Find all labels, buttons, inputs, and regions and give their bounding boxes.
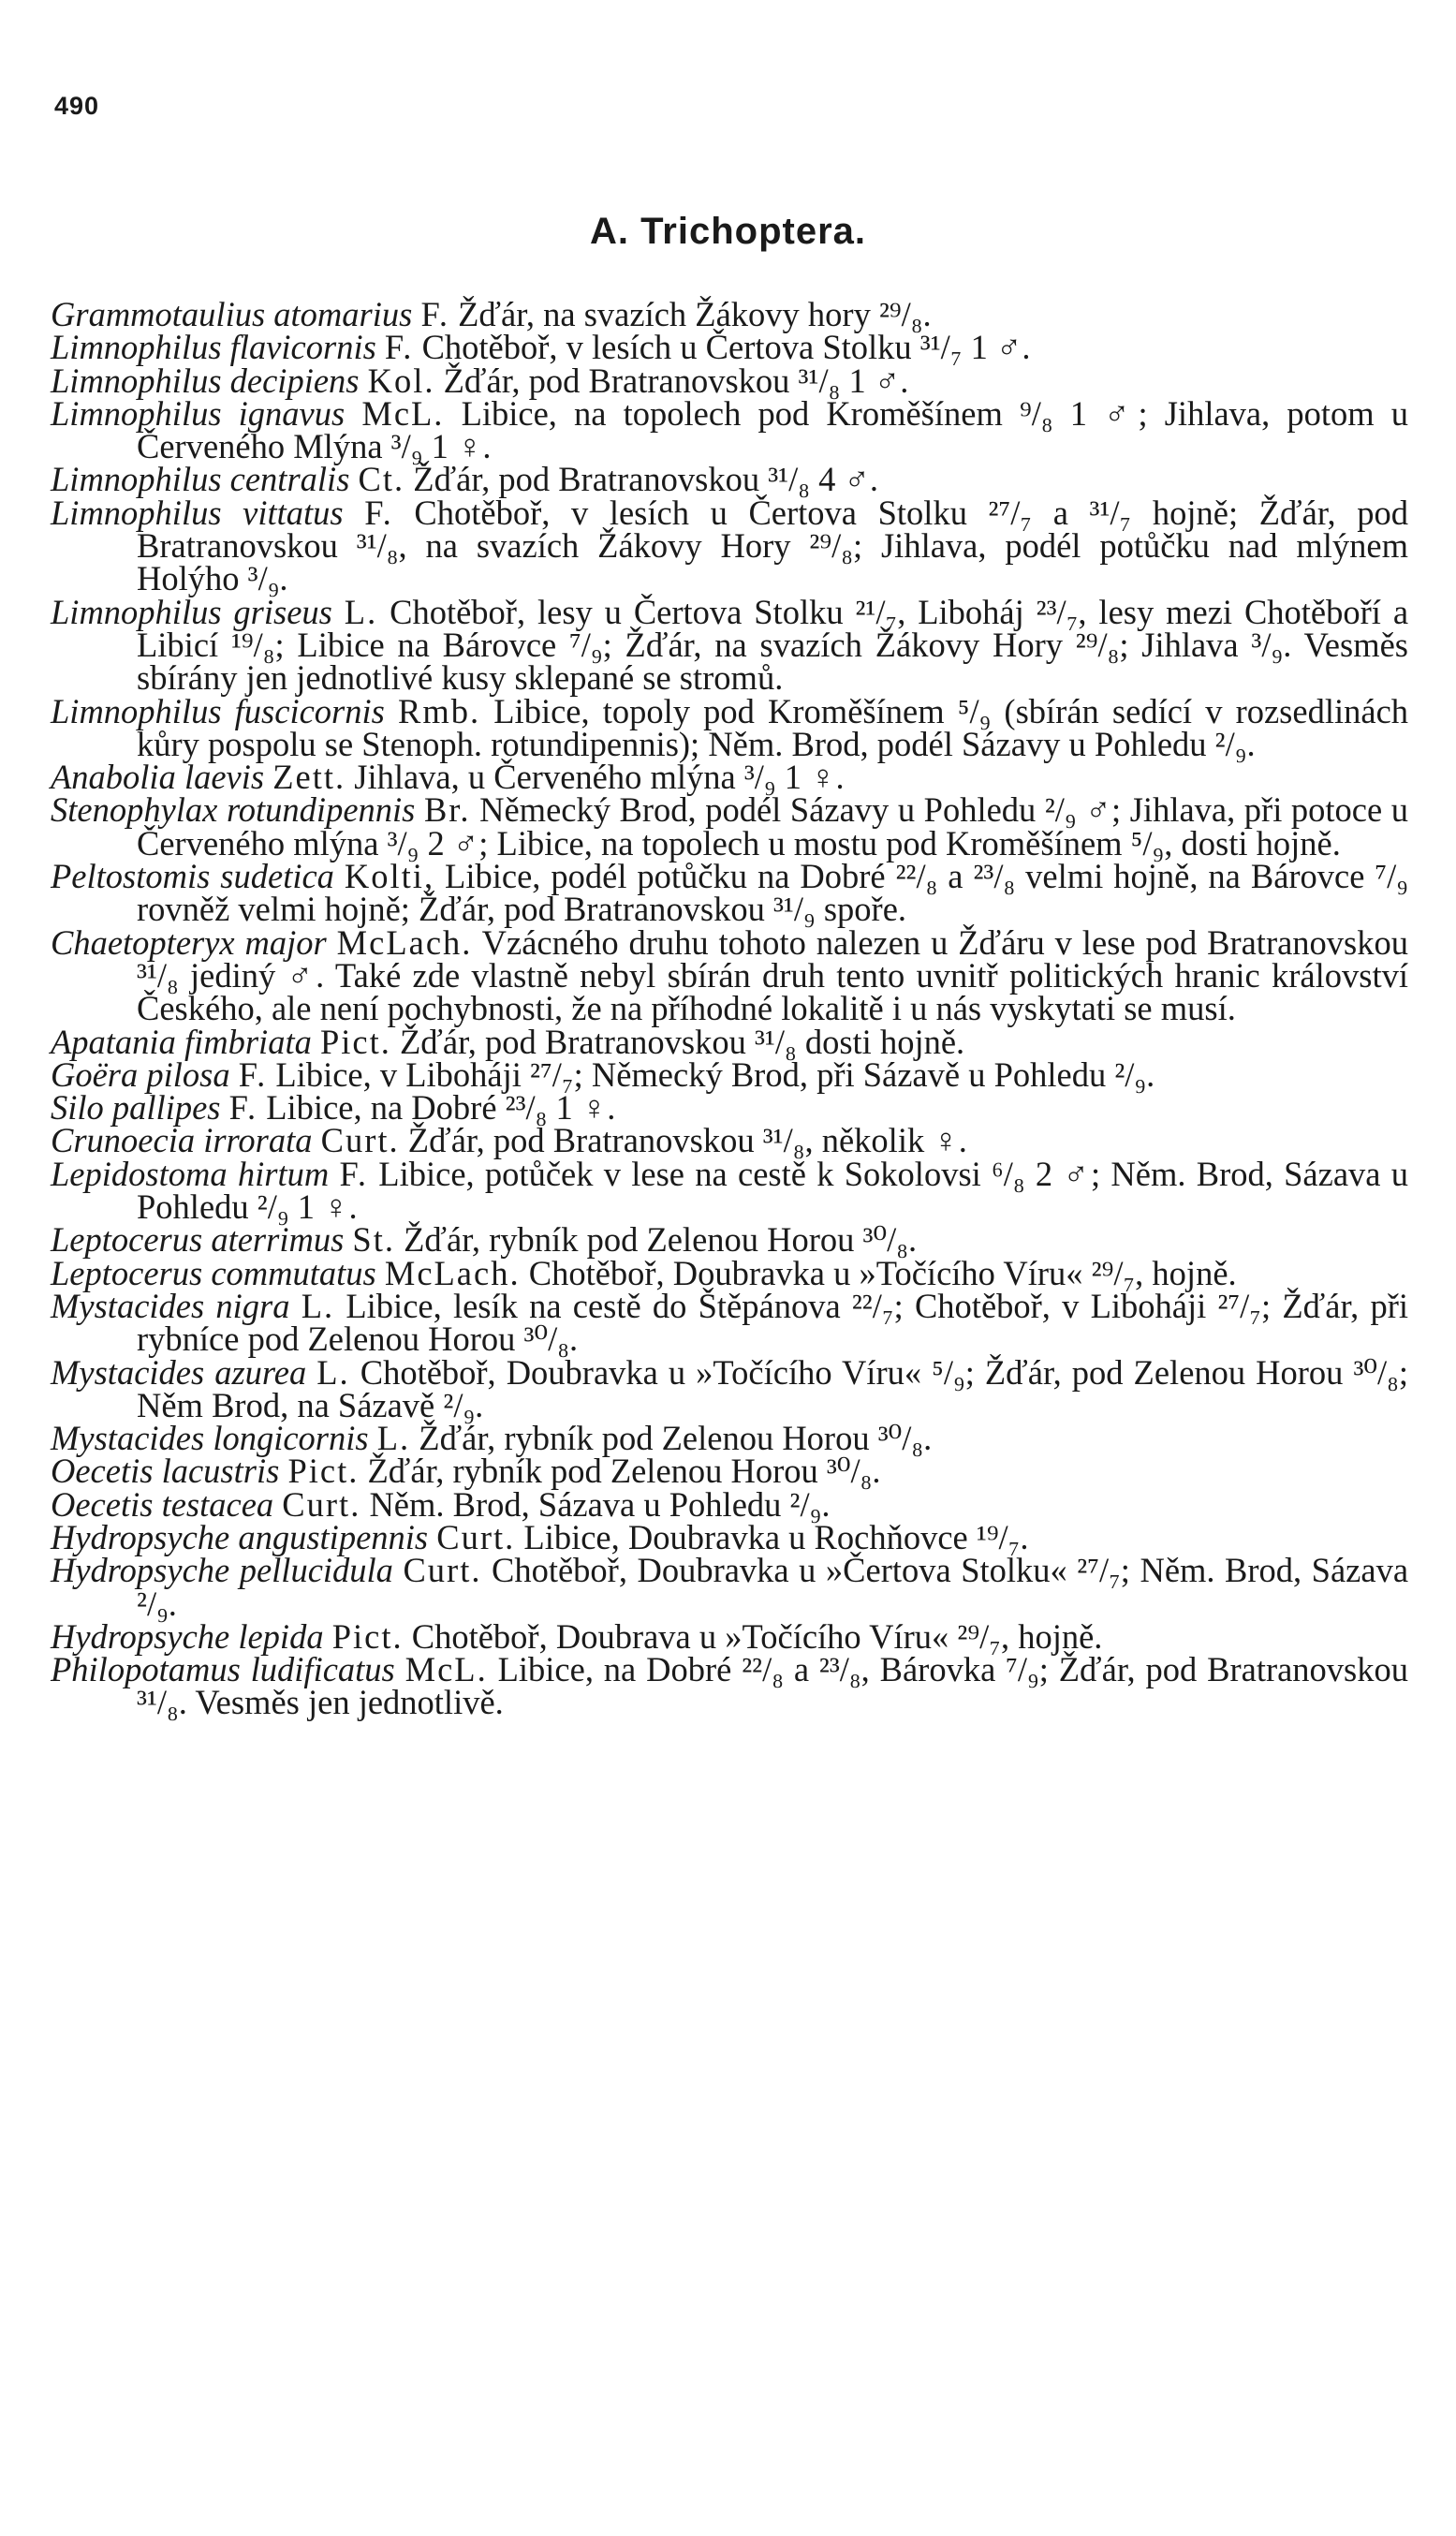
species-author: Kol. [367,361,435,400]
page-number: 490 [54,92,100,120]
species-entry [51,1352,1409,1424]
species-localities: Chotěboř, v lesích u Čertova Stolku ²⁷/₇ a ³¹/₇ hojně; Žďár, pod Bratranovskou ³¹/₈, na svazích Žákovy Hory ²⁹/₈; Jihlava, podél potůčku nad mlýnem Holýho ³/₉. [137,493,1409,598]
species-localities: Libice, lesík na cestě do Štěpánova ²²/₇; Chotěboř, v Liboháji ²⁷/₇; Žďár, při rybníce pod Zelenou Horou ³⁰/₈. [137,1286,1409,1359]
species-entry [51,1220,1408,1260]
species-author: F. [384,328,414,367]
species-author: F. [339,1154,369,1193]
species-author: F. [238,1054,268,1094]
species-localities: Žďár, na svazích Žákovy hory ²⁹/₈. [458,295,932,333]
species-localities: Libice, topoly pod Kroměšínem ⁵/₉ (sbírán sedící v rozsedlinách kůry pospolu se Stenoph. rotundipennis); Něm. Brod, podél Sázavy u Pohledu ²/₉. [137,691,1409,763]
species-localities: Jihlava, u Červeného mlýna ³/₉ 1 ♀. [354,758,845,797]
species-localities: Chotěboř, Doubravka u »Točícího Víru« ⁵/₉; Žďár, pod Zelenou Horou ³⁰/₈; Něm Brod, na Sázavě ²/₉. [137,1352,1409,1424]
species-name: Mystacides nigra [51,1286,290,1325]
species-localities: Chotěboř, Doubrava u »Točícího Víru« ²⁹/₇, hojně. [411,1616,1103,1656]
species-author: Curt. [320,1121,400,1160]
species-name: Apatania fimbriata [51,1022,312,1061]
species-localities: Libice, podél potůčku na Dobré ²²/₈ a ²³/₈ velmi hojně, na Bárovce ⁷/₉ rovněž velmi hojně; Žďár, pod Bratranovskou ³¹/₉ spoře. [137,857,1409,929]
species-localities: Něm. Brod, Sázava u Pohledu ²/₉. [369,1484,831,1524]
species-name: Mystacides azurea [51,1352,307,1392]
species-entry [51,1022,1408,1061]
species-entry [51,857,1409,929]
species-localities: Žďár, rybník pod Zelenou Horou ³⁰/₈. [367,1452,881,1491]
species-entry [51,295,1408,333]
species-localities: Chotěboř, Doubravka u »Točícího Víru« ²⁹/₇, hojně. [528,1253,1237,1292]
species-name: Leptocerus commutatus [51,1253,376,1292]
species-entry [51,790,1408,863]
species-name: Limnophilus ignavus [51,393,346,433]
species-name: Peltostomis sudetica [51,857,334,896]
species-name: Hydropsyche lepida [51,1616,324,1656]
species-localities: Chotěboř, v lesích u Čertova Stolku ³¹/₇ 1 ♂. [421,328,1031,367]
species-localities: Žďár, pod Bratranovskou ³¹/₈ dosti hojně. [400,1022,965,1061]
species-entry [51,328,1408,367]
species-localities: Vzácného druhu tohoto nalezen u Žďáru v lese pod Bratranovskou ³¹/₈ jediný ♂. Také zde vlastně nebyl sbírán druh tento uvnitř politických hranic království Českého, ale není pochybnosti, že na příhodné lokalitě i u nás vyskytati se musí. [137,922,1409,1028]
species-entry [51,1054,1408,1094]
species-author: Pict. [331,1616,404,1656]
species-localities: Žďár, rybník pod Zelenou Horou ³⁰/₈. [404,1220,918,1260]
species-name: Lepidostoma hirtum [51,1154,330,1193]
species-entry [51,1452,1408,1491]
section-title: A. Trichoptera. [589,211,867,252]
species-author: L. [316,1352,350,1392]
species-name: Leptocerus aterrimus [51,1220,345,1260]
species-localities: Libice, na Dobré ²³/₈ 1 ♀. [266,1088,616,1128]
species-author: Curt. [436,1517,516,1556]
species-author: F. [228,1088,258,1128]
species-entry [51,1616,1408,1656]
species-author: Kolti, [344,857,435,896]
species-localities: Žďár, pod Bratranovskou ³¹/₈ 4 ♂. [413,460,878,499]
species-localities: Chotěboř, Doubravka u »Čertova Stolku« ²⁷/₇; Něm. Brod, Sázava ²/₉. [137,1551,1409,1623]
species-entry [51,1650,1409,1722]
species-name: Philopotamus ludificatus [51,1650,395,1689]
species-localities: Libice, v Liboháji ²⁷/₇; Německý Brod, při Sázavě u Pohledu ²/₉. [275,1054,1155,1094]
species-name: Mystacides longicornis [51,1419,369,1458]
species-author: Br. [423,790,471,830]
species-entry [51,758,1408,797]
species-name: Oecetis testacea [51,1484,274,1524]
species-name: Limnophilus griseus [51,592,332,631]
species-name: Anabolia laevis [51,758,265,797]
species-name: Limnophilus centralis [51,460,350,499]
species-entry [51,1088,1408,1128]
species-list [51,295,1409,1722]
species-localities: Žďár, pod Bratranovskou ³¹/₈, několik ♀. [407,1121,967,1160]
species-name: Stenophylax rotundipennis [51,790,416,830]
species-localities: Libice, na Dobré ²²/₈ a ²³/₈, Bárovka ⁷/₉; Žďár, pod Bratranovskou ³¹/₈. Vesměs jen jednotlivě. [137,1650,1409,1722]
species-entry [51,1551,1409,1623]
species-author: F. [364,493,393,532]
species-name: Limnophilus vittatus [51,493,344,532]
species-entry [51,393,1409,466]
species-localities: Libice, na topolech pod Kroměšínem ⁹/₈ 1 ♂; Jihlava, potom u Červeného Mlýna ³/₉ 1 ♀. [137,393,1409,466]
species-author: L. [344,592,378,631]
species-name: Crunoecia irrorata [51,1121,313,1160]
species-entry [51,1286,1409,1359]
species-name: Goëra pilosa [51,1054,230,1094]
species-author: Rmb. [398,691,481,730]
species-author: Ct. [358,460,405,499]
species-author: McL. [361,393,445,433]
species-author: McL. [404,1650,488,1689]
species-name: Grammotaulius atomarius [51,295,413,333]
species-name: Silo pallipes [51,1088,221,1128]
species-author: McLach. [336,922,473,962]
species-entry [51,361,1408,400]
species-entry [51,460,1408,499]
species-author: Curt. [403,1551,482,1590]
species-entry [51,1121,1408,1160]
species-entry [51,1253,1408,1292]
species-author: Curt. [282,1484,361,1524]
species-author: L. [301,1286,335,1325]
species-author: Zett. [272,758,346,797]
species-entry [51,1154,1409,1227]
species-author: L. [376,1419,411,1458]
species-entry [51,922,1409,1028]
species-name: Hydropsyche pellucidula [51,1551,393,1590]
species-entry [51,1419,1408,1458]
species-localities: Libice, potůček v lese na cestě k Sokolovsi ⁶/₈ 2 ♂; Něm. Brod, Sázava u Pohledu ²/₉ 1 ♀. [137,1154,1409,1227]
species-localities: Žďár, pod Bratranovskou ³¹/₈ 1 ♂. [443,361,909,400]
species-entry [51,493,1409,598]
species-localities: Německý Brod, podél Sázavy u Pohledu ²/₉ ♂; Jihlava, při potoce u Červeného mlýna ³/₉ 2 ♂; Libice, na topolech u mostu pod Kroměšínem ⁵/₉, dosti hojně. [137,790,1408,863]
species-entry [51,691,1409,763]
species-entry [51,1484,1408,1524]
species-localities: Libice, Doubravka u Rochňovce ¹⁹/₇. [523,1517,1029,1556]
species-name: Limnophilus fuscicornis [51,691,385,730]
species-entry [51,1517,1408,1556]
species-localities: Žďár, rybník pod Zelenou Horou ³⁰/₈. [419,1419,933,1458]
species-author: Pict. [319,1022,391,1061]
species-author: Pict. [287,1452,360,1491]
species-localities: Chotěboř, lesy u Čertova Stolku ²¹/₇, Liboháj ²³/₇, lesy mezi Chotěboří a Libicí ¹⁹/₈; Libice na Bárovce ⁷/₉; Žďár, na svazích Žákovy Hory ²⁹/₈; Jihlava ³/₉. Vesměs sbírány jen jednotlivé kusy sklepané se stromů. [137,592,1409,698]
species-name: Hydropsyche angustipennis [51,1517,429,1556]
species-author: McLach. [384,1253,521,1292]
species-name: Oecetis lacustris [51,1452,280,1491]
species-name: Limnophilus decipiens [51,361,360,400]
species-author: F. [420,295,449,333]
species-entry [51,592,1409,698]
species-name: Chaetopteryx major [51,922,327,962]
species-author: St. [352,1220,395,1260]
species-name: Limnophilus flavicornis [51,328,376,367]
